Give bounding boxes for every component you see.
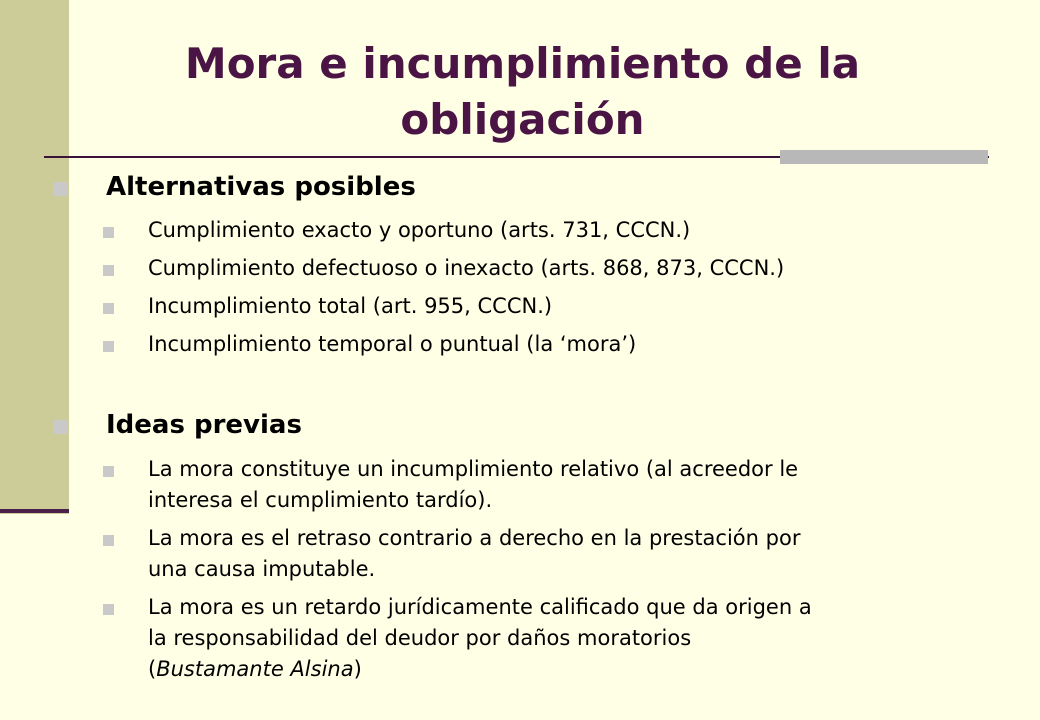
list-item-line: interesa el cumplimiento tardío). <box>148 488 493 512</box>
list-item <box>148 454 798 516</box>
list-bullet-icon <box>103 466 114 477</box>
list-bullet-icon <box>103 265 114 276</box>
title-accent-bar <box>780 150 988 164</box>
list-item: Cumplimiento exacto y oportuno (arts. 731, CCCN.) <box>148 218 691 242</box>
list-bullet-icon <box>103 604 114 615</box>
list-item-line: La mora es el retraso contrario a derecho en la prestación por <box>148 526 801 550</box>
list-item-line: La mora es un retardo jurídicamente calificado que da origen a <box>148 595 812 619</box>
section-bullet-icon <box>54 182 68 196</box>
list-item-line: La mora constituye un incumplimiento relativo (al acreedor le <box>148 457 799 481</box>
list-item-line: la responsabilidad del deudor por daños moratorios <box>148 626 692 650</box>
slide-title <box>150 36 895 148</box>
citation-author: Bustamante Alsina <box>156 657 354 681</box>
title-line-2: obligación <box>400 95 645 144</box>
citation-close-paren: ) <box>353 657 362 681</box>
citation-open-paren: ( <box>148 657 157 681</box>
list-bullet-icon <box>103 341 114 352</box>
left-decorative-band <box>0 0 69 514</box>
section-heading-ideas: Ideas previas <box>106 410 302 440</box>
list-item: Incumplimiento total (art. 955, CCCN.) <box>148 294 553 318</box>
list-bullet-icon <box>103 535 114 546</box>
left-accent-line <box>0 509 69 513</box>
list-bullet-icon <box>103 227 114 238</box>
list-item <box>148 592 812 685</box>
section-heading-alternativas: Alternativas posibles <box>106 172 416 202</box>
list-item-line <box>148 654 812 685</box>
list-item: Incumplimiento temporal o puntual (la ‘mora’) <box>148 332 637 356</box>
title-line-1: Mora e incumplimiento de la <box>184 39 861 88</box>
section-bullet-icon <box>54 420 68 434</box>
list-item-line: una causa imputable. <box>148 557 376 581</box>
list-bullet-icon <box>103 303 114 314</box>
list-item: Cumplimiento defectuoso o inexacto (arts. 868, 873, CCCN.) <box>148 256 785 280</box>
list-item <box>148 523 800 585</box>
